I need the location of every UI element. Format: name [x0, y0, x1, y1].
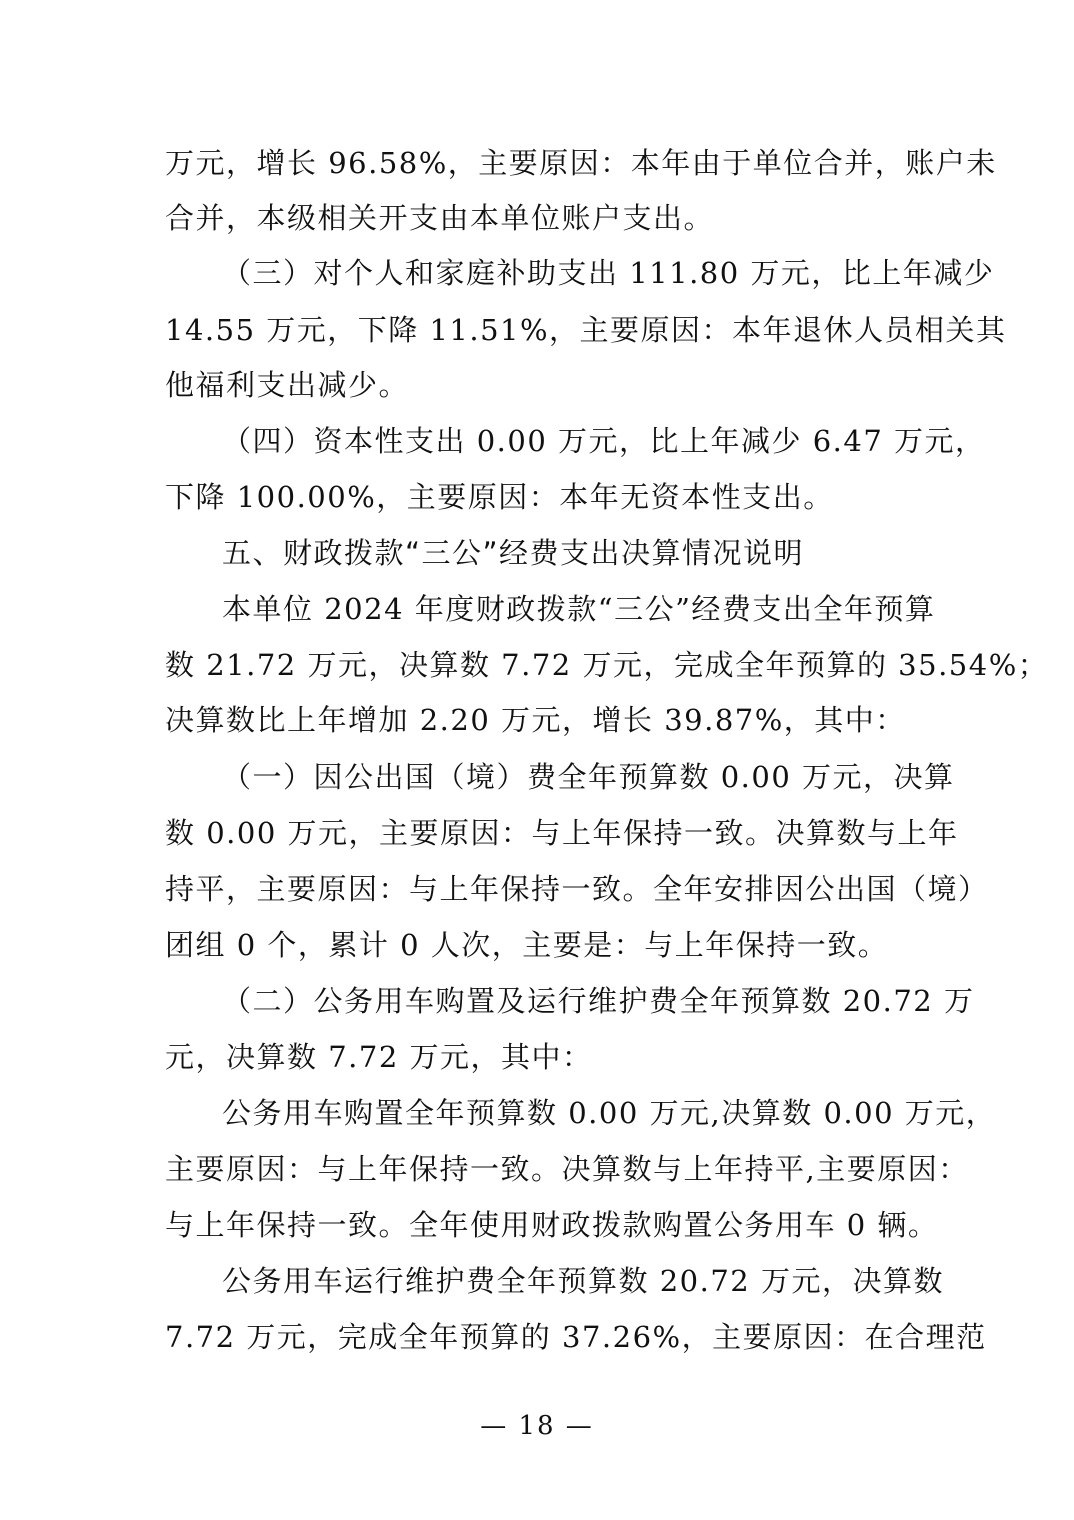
body-text-line: 合并，本级相关开支由本单位账户支出。 — [165, 201, 715, 235]
body-text-line: 与上年保持一致。全年使用财政拨款购置公务用车 0 辆。 — [165, 1208, 939, 1242]
body-text-line: 公务用车购置全年预算数 0.00 万元,决算数 0.00 万元， — [222, 1096, 997, 1130]
body-text-line: 数 21.72 万元，决算数 7.72 万元，完成全年预算的 35.54%； — [165, 648, 1049, 682]
body-text-line: 14.55 万元，下降 11.51%，主要原因：本年退休人员相关其 — [165, 313, 1007, 347]
body-text-line: 主要原因：与上年保持一致。决算数与上年持平,主要原因： — [165, 1152, 969, 1186]
body-text-line: 数 0.00 万元，主要原因：与上年保持一致。决算数与上年 — [165, 816, 959, 850]
body-text-line: （二）公务用车购置及运行维护费全年预算数 20.72 万 — [222, 984, 975, 1018]
body-text-line: 7.72 万元，完成全年预算的 37.26%，主要原因：在合理范 — [165, 1320, 987, 1354]
body-text-line: 元，决算数 7.72 万元，其中： — [165, 1040, 593, 1074]
body-text-line: 他福利支出减少。 — [165, 368, 410, 402]
body-text-line: 公务用车运行维护费全年预算数 20.72 万元，决算数 — [222, 1264, 944, 1298]
body-text-line: 持平，主要原因：与上年保持一致。全年安排因公出国（境） — [165, 872, 989, 906]
body-text-line: 下降 100.00%，主要原因：本年无资本性支出。 — [165, 480, 834, 514]
body-text-line: 团组 0 个，累计 0 人次，主要是：与上年保持一致。 — [165, 928, 889, 962]
body-text-line: （四）资本性支出 0.00 万元，比上年减少 6.47 万元， — [222, 424, 986, 458]
body-text-line: （三）对个人和家庭补助支出 111.80 万元，比上年减少 — [222, 256, 995, 290]
body-text-line: 决算数比上年增加 2.20 万元，增长 39.87%，其中： — [165, 703, 906, 737]
section-heading: 五、财政拨款“三公”经费支出决算情况说明 — [222, 536, 805, 570]
body-text-line: 万元，增长 96.58%，主要原因：本年由于单位合并，账户未 — [165, 146, 997, 180]
page-number: — 18 — — [480, 1411, 594, 1441]
body-text-line: 本单位 2024 年度财政拨款“三公”经费支出全年预算 — [222, 592, 936, 626]
body-text-line: （一）因公出国（境）费全年预算数 0.00 万元，决算 — [222, 760, 955, 794]
